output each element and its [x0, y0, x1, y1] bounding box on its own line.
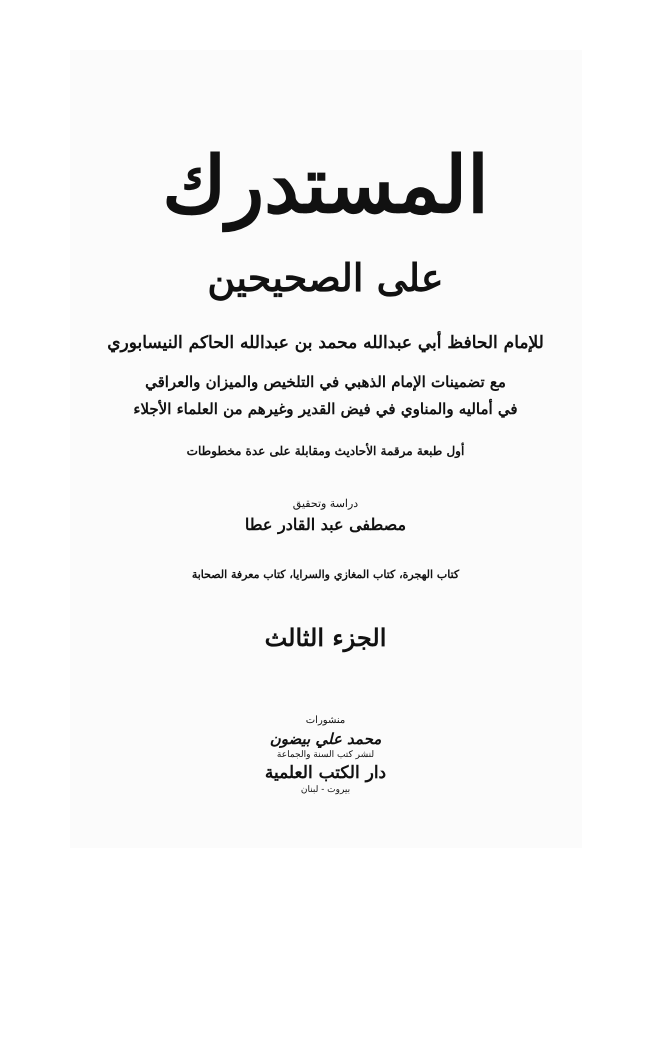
books-contents: كتاب الهجرة، كتاب المغازي والسرايا، كتاب معرفة الصحابة — [191, 568, 460, 581]
editor: مصطفى عبد القادر عطا — [244, 515, 407, 534]
publisher-tagline: لنشر كتب السنة والجماعة — [276, 750, 375, 760]
volume: الجزء الثالث — [264, 623, 387, 652]
edition-note: أول طبعة مرقمة الأحاديث ومقابلة على عدة مخطوطات — [186, 444, 465, 458]
note-line: في أماليه والمناوي في فيض القدير وغيرهم من العلماء الأجلاء — [133, 400, 518, 418]
publisher-name: محمد علي بيضون — [269, 730, 382, 748]
publisher-label: منشورات — [305, 715, 346, 726]
book-title: المستدرك — [162, 140, 489, 231]
note-line: مع تضمينات الإمام الذهبي في التلخيص والميزان والعراقي — [145, 373, 506, 391]
book-subtitle: على الصحيحين — [207, 255, 444, 300]
publishing-house: دار الكتب العلمية — [264, 763, 387, 783]
author: للإمام الحافظ أبي عبدالله محمد بن عبدالله الحاكم النيسابوري — [107, 333, 544, 353]
publisher-location: بيروت - لبنان — [300, 785, 351, 795]
study-label: دراسة وتحقيق — [292, 497, 359, 510]
